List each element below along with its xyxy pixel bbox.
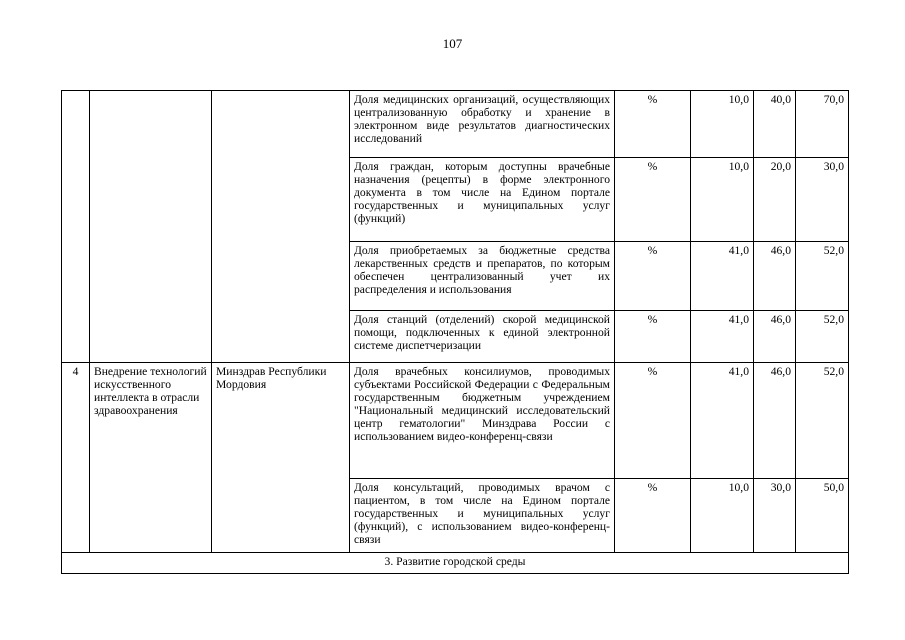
executor-cell: Минздрав Республики Мордовия xyxy=(212,363,350,553)
project-cell xyxy=(90,91,212,363)
indicator-cell: Доля приобретаемых за бюджетные средства лекарственных средств и препаратов, по которым обеспечен централизованный учет их распределения и использования xyxy=(350,242,615,311)
executor-cell xyxy=(212,91,350,363)
row-number-cell: 4 xyxy=(62,363,90,553)
unit-cell: % xyxy=(615,91,691,158)
unit-cell: % xyxy=(615,158,691,242)
value-cell-3: 52,0 xyxy=(796,363,849,479)
unit-cell: % xyxy=(615,242,691,311)
value-cell-2: 30,0 xyxy=(754,479,796,553)
value-cell-1: 10,0 xyxy=(691,479,754,553)
value-cell-3: 52,0 xyxy=(796,311,849,363)
unit-cell: % xyxy=(615,311,691,363)
value-cell-1: 41,0 xyxy=(691,311,754,363)
value-cell-1: 41,0 xyxy=(691,363,754,479)
value-cell-3: 30,0 xyxy=(796,158,849,242)
indicator-cell: Доля консультаций, проводимых врачом с пациентом, в том числе на Едином портале государственных и муниципальных услуг (функций), с использованием видео-конференц-связи xyxy=(350,479,615,553)
table-row xyxy=(62,363,849,479)
row-number-cell xyxy=(62,91,90,363)
value-cell-2: 46,0 xyxy=(754,242,796,311)
value-cell-1: 10,0 xyxy=(691,158,754,242)
indicators-table xyxy=(61,90,849,574)
value-cell-3: 70,0 xyxy=(796,91,849,158)
section-row xyxy=(62,553,849,574)
value-cell-2: 40,0 xyxy=(754,91,796,158)
value-cell-3: 50,0 xyxy=(796,479,849,553)
indicator-cell: Доля врачебных консилиумов, проводимых субъектами Российской Федерации с Федеральным государственным бюджетным учреждением "Национальный медицинский исследовательский центр гематологии" Минздрава России с использованием видео-конференц-связи xyxy=(350,363,615,479)
value-cell-2: 20,0 xyxy=(754,158,796,242)
section-heading: 3. Развитие городской среды xyxy=(62,553,849,574)
value-cell-1: 41,0 xyxy=(691,242,754,311)
unit-cell: % xyxy=(615,363,691,479)
project-cell: Внедрение технологий искусственного интеллекта в отрасли здравоохранения xyxy=(90,363,212,553)
indicator-cell: Доля граждан, которым доступны врачебные назначения (рецепты) в форме электронного документа в том числе на Едином портале государственных и муниципальных услуг (функций) xyxy=(350,158,615,242)
page-number: 107 xyxy=(442,36,463,51)
indicator-cell: Доля медицинских организаций, осуществляющих централизованную обработку и хранение в электронном виде результатов диагностических исследований xyxy=(350,91,615,158)
value-cell-1: 10,0 xyxy=(691,91,754,158)
value-cell-2: 46,0 xyxy=(754,363,796,479)
indicator-cell: Доля станций (отделений) скорой медицинской помощи, подключенных к единой электронной системе диспетчеризации xyxy=(350,311,615,363)
value-cell-3: 52,0 xyxy=(796,242,849,311)
table-row xyxy=(62,91,849,158)
value-cell-2: 46,0 xyxy=(754,311,796,363)
unit-cell: % xyxy=(615,479,691,553)
